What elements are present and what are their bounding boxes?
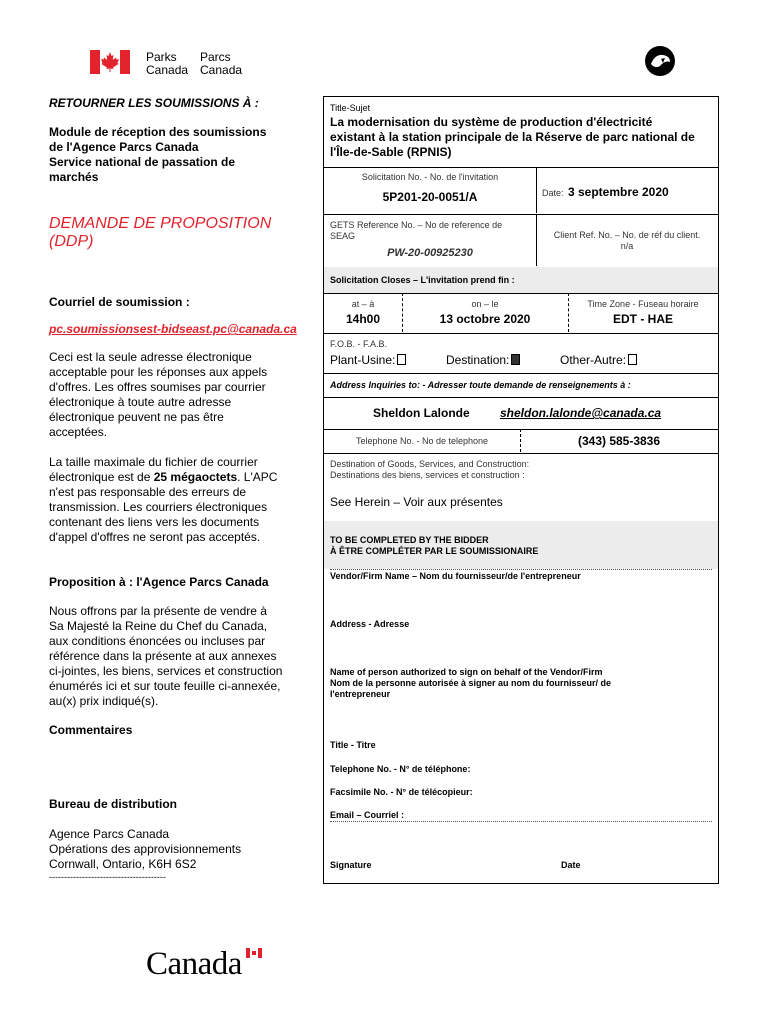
fax-field[interactable]: Facsimile No. - N° de télécopieur: — [330, 787, 473, 797]
closing-time-row: at – à 14h00 on – le 13 octobre 2020 Time Zone - Fuseau horaire EDT - HAE — [324, 293, 718, 334]
office-heading: Bureau de distribution — [49, 797, 178, 811]
closes-row: Solicitation Closes – L'invitation prend fin : — [324, 267, 718, 294]
email-heading: Courriel de soumission : — [49, 295, 190, 309]
gets-reference: PW-20-00925230 — [387, 247, 473, 259]
ddp-title: DEMANDE DE PROPOSITION (DDP) — [49, 215, 272, 250]
fob-destination-checkbox[interactable] — [511, 354, 520, 365]
address-field[interactable]: Address - Adresse — [330, 619, 410, 629]
closing-date: 13 octobre 2020 — [439, 312, 531, 326]
office-address: Agence Parcs Canada Opérations des approvisionnements Cornwall, Ontario, K6H 6S2 --------------------------------------- — [49, 827, 242, 882]
gets-row: GETS Reference No. – No de reference de SEAG PW-20-00925230 Client Ref. No. – No. de réf du client. n/a — [324, 214, 718, 268]
authorized-person-field[interactable]: Name of person authorized to sign on behalf of the Vendor/Firm Nom de la personne autorisée à signer au nom du fournisseur/ de l'entrepreneur — [330, 667, 612, 699]
submission-email-link[interactable]: pc.soumissionsest-bidseast.pc@canada.ca — [49, 322, 297, 336]
inquiries-row: Address Inquiries to: - Adresser toute demande de renseignements à : — [324, 373, 718, 398]
solicitation-form — [323, 96, 719, 884]
telephone-field[interactable]: Telephone No. - N° de téléphone: — [330, 764, 471, 774]
parks-canada-flag-logo — [90, 50, 130, 74]
contact-email-link[interactable]: sheldon.lalonde@canada.ca — [500, 406, 662, 420]
closing-time: 14h00 — [345, 312, 381, 326]
phone-row: Telephone No. - No de telephone (343) 585-3836 — [324, 429, 718, 454]
destination-value: See Herein – Voir aux présentes — [330, 495, 503, 509]
beaver-emblem-icon — [643, 44, 677, 83]
return-title: RETOURNER LES SOUMISSIONS À : — [49, 96, 259, 110]
email-field[interactable]: Email – Courriel : — [330, 810, 405, 820]
module-address: Module de réception des soumissions de l'Agence Parcs Canada Service national de passation de marchés — [49, 125, 267, 184]
maple-leaf-icon — [100, 51, 120, 73]
client-ref: Client Ref. No. – No. de réf du client. n/a — [553, 230, 701, 251]
date-field[interactable]: Date — [561, 860, 581, 870]
bidder-section: TO BE COMPLETED BY THE BIDDER À ÊTRE COMPLÉTER PAR LE SOUMISSIONAIRE — [324, 521, 718, 569]
solicitation-date: 3 septembre 2020 — [567, 185, 669, 199]
proposal-heading: Proposition à : l'Agence Parcs Canada — [49, 575, 269, 589]
file-size-para: La taille maximale du fichier de courrier électronique est de 25 mégaoctets. L'APC n'est pas responsable des erreurs de transmission. Les courriers électroniques contenant des liens vers les documents d'appel d'offres ne seront pas acceptés. — [49, 455, 278, 544]
title-section: Title-Sujet La modernisation du système de production d'électricité existant à la station principale de la Réserve de parc national de l'Île-de-Sable (RPNIS) — [324, 97, 718, 168]
destination-row: Destination of Goods, Services, and Construction: Destinations des biens, services et construction : See Herein – Voir aux présentes — [324, 453, 718, 522]
vendor-name-field[interactable]: Vendor/Firm Name – Nom du fournisseur/de l'entrepreneur — [330, 571, 581, 581]
contact-phone: (343) 585-3836 — [577, 434, 661, 448]
fob-destination: Destination: — [446, 353, 520, 367]
title-field[interactable]: Title - Titre — [330, 740, 376, 750]
fob-plant: Plant-Usine: — [330, 353, 406, 367]
canada-wordmark: Canada — [146, 946, 242, 983]
time-zone: EDT - HAE — [613, 312, 673, 326]
fob-other: Other-Autre: — [560, 353, 637, 367]
signature-field[interactable]: Signature — [330, 860, 372, 870]
solicitation-number: 5P201-20-0051/A — [382, 190, 478, 204]
fob-plant-checkbox[interactable] — [397, 354, 406, 365]
contact-name: Sheldon Lalonde — [373, 406, 470, 420]
contact-row — [324, 397, 718, 430]
comments-heading: Commentaires — [49, 723, 133, 737]
email-info-para: Ceci est la seule adresse électronique acceptable pour les réponses aux appels d'offres. Les offres soumises par courrier électronique à toute autre adresse électronique peuvent ne pas être acceptées. — [49, 350, 268, 439]
fob-row: F.O.B. - F.A.B. Plant-Usine: Destination: Other-Autre: — [324, 333, 718, 374]
proposal-para: Nous offrons par la présente de vendre à Sa Majesté la Reine du Chef du Canada, aux conditions énoncées ou incluses par référence dans la présente at aux annexes ci-jointes, les biens, services et construction énumérés ici et sur toute feuille ci-annexée, au(x) prix indiqué(s). — [49, 604, 283, 708]
solicitation-title: La modernisation du système de production d'électricité existant à la station principale de la Réserve de parc national de l'Île-de-Sable (RPNIS) — [330, 115, 695, 159]
parcs-canada-fr: Parcs Canada — [200, 50, 243, 77]
fob-other-checkbox[interactable] — [628, 354, 637, 365]
parks-canada-en: Parks Canada — [146, 50, 189, 77]
wordmark-flag-icon — [246, 948, 262, 958]
solicitation-row: Solicitation No. - No. de l'invitation 5P201-20-0051/A Date: 3 septembre 2020 — [324, 167, 718, 215]
